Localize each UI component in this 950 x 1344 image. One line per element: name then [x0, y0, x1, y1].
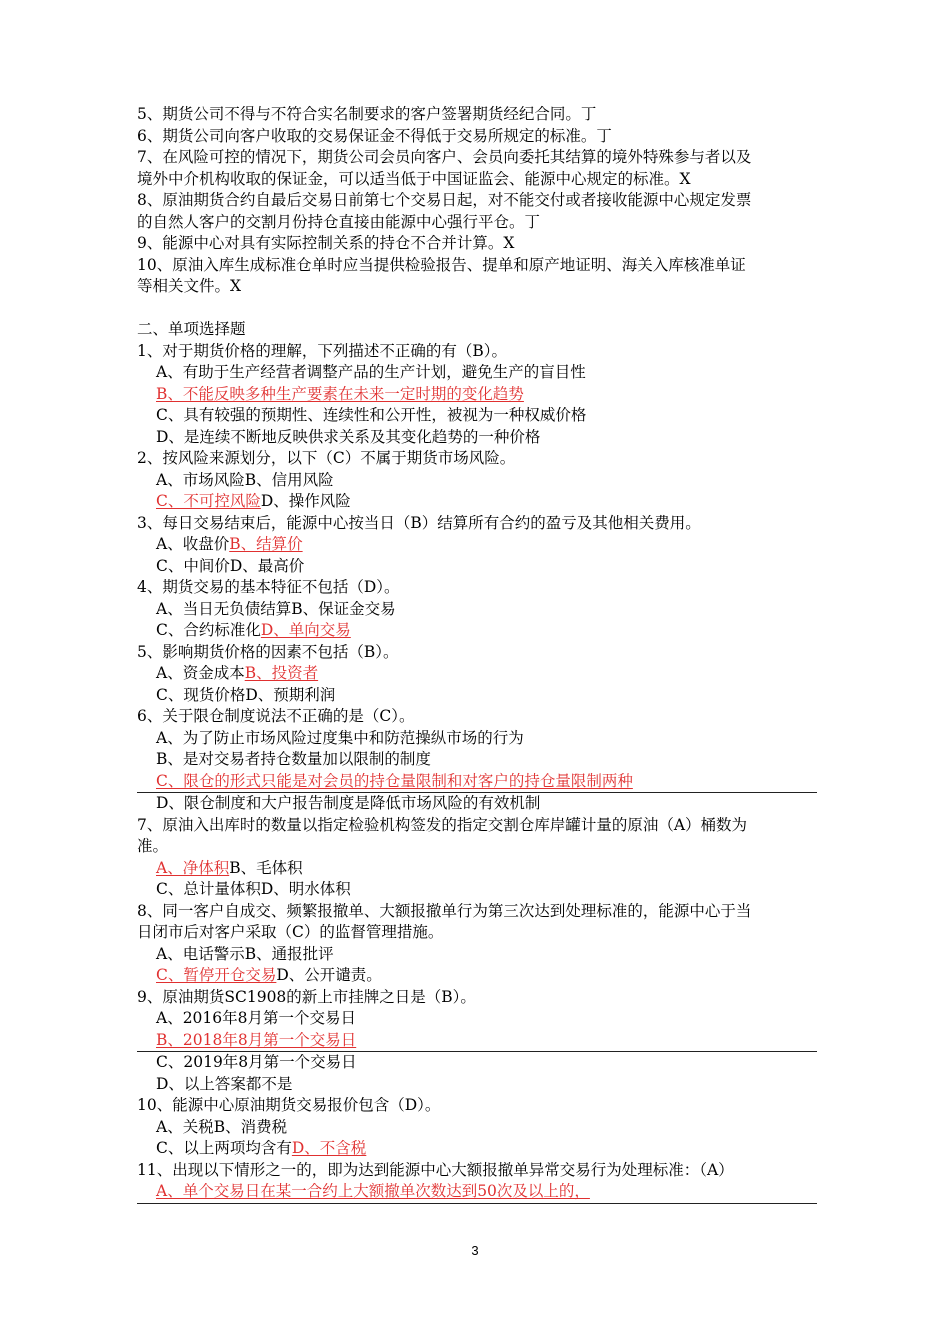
q9-option-c: C、2019年8月第一个交易日 [156, 1053, 357, 1071]
spacer [137, 298, 817, 320]
judgement-9: 9、能源中心对具有实际控制关系的持仓不合并计算。X [137, 234, 515, 252]
q6-option-c-answer [137, 771, 817, 794]
judgement-8-line-1: 8、原油期货合约自最后交易日前第七个交易日起，对不能交付或者接收能源中心规定发票 [137, 191, 752, 209]
q5-options-ab [137, 663, 817, 685]
judgement-10-line-1: 10、原油入库生成标准仓单时应当提供检验报告、提单和原产地证明、海关入库核准单证 [137, 255, 746, 274]
q5-option-a: A、资金成本 [156, 664, 245, 682]
judgement-7-line-1: 7、在风险可控的情况下，期货公司会员向客户、会员向委托其结算的境外特殊参与者以及 [137, 148, 752, 166]
page-number: 3 [471, 1243, 479, 1258]
q8-option-d: D、公开谴责。 [276, 966, 382, 984]
judgement-5: 5、期货公司不得与不符合实名制要求的客户签署期货经纪合同。丁 [137, 105, 597, 123]
q3-option-a: A、收盘价 [156, 535, 230, 553]
q8-options-ab: A、电话警示B、通报批评 [156, 944, 334, 963]
q5-options-cd: C、现货价格D、预期利润 [156, 685, 336, 704]
q10-option-c: C、以上两项均含有 [156, 1139, 292, 1157]
answer-highlight: B、投资者 [244, 664, 319, 682]
q8-options-cd [137, 965, 817, 987]
judgement-list [137, 104, 817, 298]
q4-options-ab: A、当日无负债结算B、保证金交易 [156, 599, 396, 618]
q4-option-c: C、合约标准化 [156, 621, 261, 639]
q7-options-cd: C、总计量体积D、明水体积 [156, 880, 351, 898]
q2-options-ab: A、市场风险B、信用风险 [156, 470, 334, 489]
q9-option-b-answer [137, 1030, 817, 1053]
q3-options-cd: C、中间价D、最高价 [156, 556, 305, 575]
judgement-8-line-2: 的自然人客户的交割月份持仓直接由能源中心强行平仓。丁 [137, 212, 541, 231]
q7-option-b: B、毛体积 [229, 858, 303, 877]
answer-highlight: C、不可控风险 [156, 492, 261, 510]
q1-stem: 1、对于期货价格的理解，下列描述不正确的有（B）。 [137, 341, 508, 360]
q1-option-b-answer [137, 384, 817, 406]
answer-highlight: B、不能反映多种生产要素在未来一定时期的变化趋势 [156, 384, 524, 403]
q10-options-ab: A、关税B、消费税 [156, 1117, 288, 1136]
q11-option-a-answer [137, 1181, 817, 1204]
q6-stem: 6、关于限仓制度说法不正确的是（C）。 [137, 707, 415, 725]
q11-stem: 11、出现以下情形之一的，即为达到能源中心大额报撤单异常交易行为处理标准：（A） [137, 1160, 734, 1179]
judgement-7-line-2: 境外中介机构收取的保证金，可以适当低于中国证监会、能源中心规定的标准。X [137, 169, 691, 188]
answer-highlight: A、净体积 [156, 858, 230, 877]
section-title: 二、单项选择题 [137, 320, 246, 338]
q4-stem: 4、期货交易的基本特征不包括（D）。 [137, 578, 400, 596]
q3-stem: 3、每日交易结束后，能源中心按当日（B）结算所有合约的盈亏及其他相关费用。 [137, 513, 701, 532]
answer-highlight: B、结算价 [229, 535, 303, 553]
q9-stem: 9、原油期货SC1908的新上市挂牌之日是（B）。 [137, 987, 476, 1006]
q8-stem-line-1: 8、同一客户自成交、频繁报撤单、大额报撤单行为第三次达到处理标准的，能源中心于当 [137, 901, 752, 920]
judgement-6: 6、期货公司向客户收取的交易保证金不得低于交易所规定的标准。丁 [137, 126, 612, 145]
q2-options-cd [137, 491, 817, 513]
q2-option-d: D、操作风险 [260, 492, 351, 510]
q6-option-d: D、限仓制度和大户报告制度是降低市场风险的有效机制 [156, 794, 541, 812]
judgement-10-line-2: 等相关文件。X [137, 277, 242, 295]
q2-stem: 2、按风险来源划分，以下（C）不属于期货市场风险。 [137, 449, 516, 467]
q3-options-ab [137, 534, 817, 556]
q9-option-d: D、以上答案都不是 [156, 1074, 293, 1093]
document-page [137, 104, 817, 1204]
q5-stem: 5、影响期货价格的因素不包括（B）。 [137, 642, 399, 661]
q10-stem: 10、能源中心原油期货交易报价包含（D）。 [137, 1096, 441, 1114]
answer-highlight: D、不含税 [291, 1139, 367, 1157]
q7-stem-line-1: 7、原油入出库时的数量以指定检验机构签发的指定交割仓库岸罐计量的原油（A）桶数为 [137, 815, 748, 834]
answer-highlight: B、2018年8月第一个交易日 [156, 1030, 357, 1049]
answer-highlight: A、单个交易日在某一合约上大额撤单次数达到50次及以上的， [156, 1182, 590, 1200]
q6-option-b: B、是对交易者持仓数量加以限制的制度 [156, 750, 431, 768]
q1-option-c: C、具有较强的预期性、连续性和公开性，被视为一种权威价格 [156, 406, 587, 424]
q1-option-d: D、是连续不断地反映供求关系及其变化趋势的一种价格 [156, 427, 541, 446]
answer-highlight: D、单向交易 [260, 621, 351, 639]
q6-option-a: A、为了防止市场风险过度集中和防范操纵市场的行为 [156, 728, 524, 747]
q7-options-ab [137, 858, 817, 880]
q1-option-a: A、有助于生产经营者调整产品的生产计划，避免生产的盲目性 [156, 363, 586, 381]
answer-highlight: C、暂停开仓交易 [156, 966, 277, 984]
q9-option-a: A、2016年8月第一个交易日 [156, 1009, 357, 1027]
q7-stem-line-2: 准。 [137, 837, 169, 855]
answer-highlight: C、限仓的形式只能是对会员的持仓量限制和对客户的持仓量限制两种 [156, 771, 633, 790]
q8-stem-line-2: 日闭市后对客户采取（C）的监督管理措施。 [137, 923, 444, 941]
q10-options-cd [137, 1138, 817, 1160]
q4-options-cd [137, 620, 817, 642]
